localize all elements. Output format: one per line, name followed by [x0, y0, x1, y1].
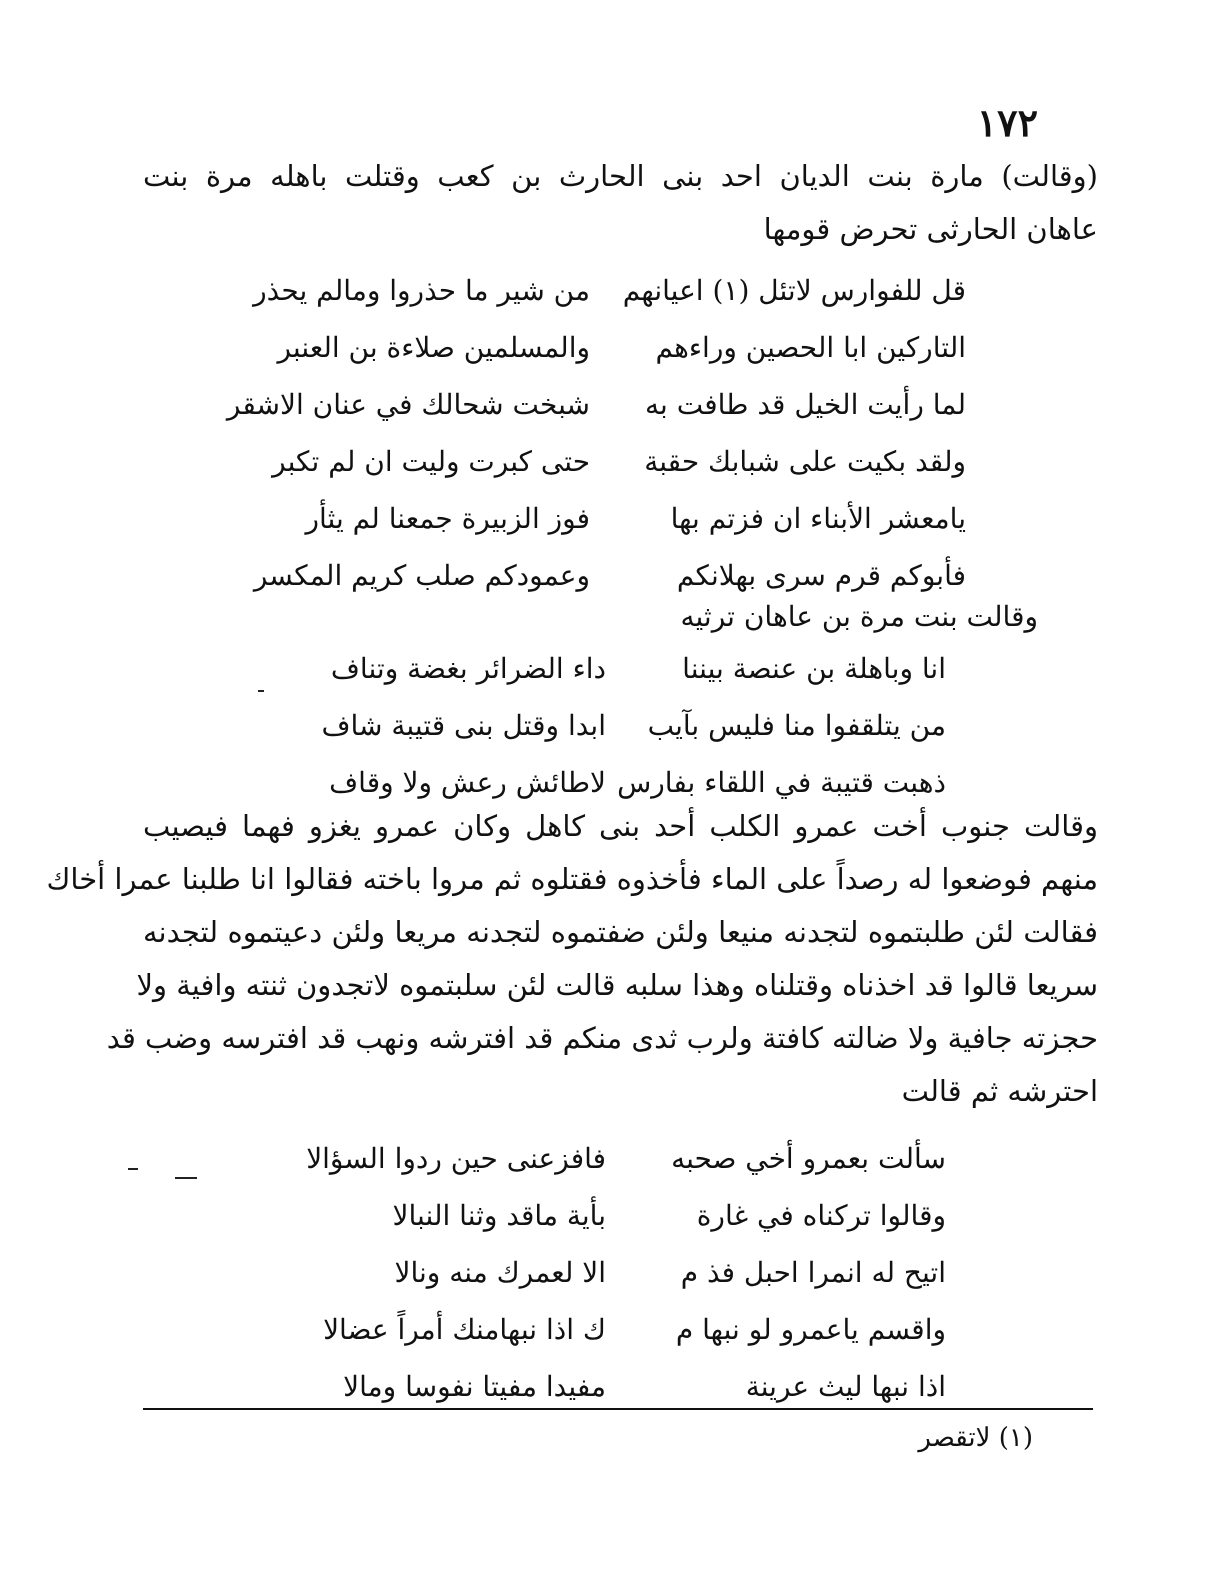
poem-1 — [226, 262, 966, 604]
verse-first-hemistich: واقسم ياعمرو لو نبها م — [675, 1313, 946, 1346]
prose-line: منهم فوضعوا له رصداً على الماء فأخذوه فقتلوه ثم مروا باخته فقالوا انا طلبنا عمرا أخاك — [46, 862, 1098, 896]
verse-line — [266, 1301, 946, 1358]
verse-line — [266, 1358, 946, 1415]
verse-second-hemistich: بأية ماقد وثنا النبالا — [392, 1199, 606, 1232]
intro-line: (وقالت) مارة بنت الديان احد بنى الحارث بن كعب وقتلت باهله مرة بنت — [143, 159, 1098, 193]
verse-second-hemistich: والمسلمين صلاءة بن العنبر — [277, 331, 590, 364]
verse-second-hemistich: من شير ما حذروا ومالم يحذر — [253, 274, 590, 307]
section-heading — [680, 590, 1038, 643]
verse-line — [266, 319, 966, 376]
verse-second-hemistich: مفيدا مفيتا نفوسا ومالا — [343, 1370, 606, 1403]
verse-first-hemistich: وقالوا تركناه في غارة — [696, 1199, 946, 1232]
verse-line — [266, 1244, 946, 1301]
verse-first-hemistich: اتيح له انمرا احبل فذ م — [680, 1256, 946, 1289]
verse-first-hemistich: يامعشر الأبناء ان فزتم بها — [670, 502, 966, 535]
prose-line: وقالت جنوب أخت عمرو الكلب أحد بنى كاهل وكان عمرو يغزو فهما فيصيب — [143, 809, 1098, 843]
scan-speck — [175, 1177, 197, 1179]
prose-line: فقالت لئن طلبتموه لتجدنه منيعا ولئن ضفتموه لتجدنه مريعا ولئن دعيتموه لتجدنه — [143, 915, 1098, 949]
verse-first-hemistich: سألت بعمرو أخي صحبه — [671, 1142, 946, 1175]
poem-3 — [266, 1130, 946, 1415]
verse-line — [226, 376, 966, 433]
verse-line — [266, 1130, 946, 1187]
prose-line: احترشه ثم قالت — [901, 1074, 1098, 1108]
footnote: (١) لاتقصر — [918, 1423, 1033, 1453]
verse-second-hemistich: وعمودكم صلب كريم المكسر — [253, 559, 590, 592]
verse-line — [266, 490, 966, 547]
verse-second-hemistich: ك اذا نبهامنك أمراً عضالا — [323, 1313, 606, 1346]
verse-line — [266, 433, 966, 490]
scan-speck — [258, 690, 264, 692]
section-heading-text: وقالت بنت مرة بن عاهان ترثيه — [680, 600, 1038, 633]
poem-2 — [266, 640, 946, 811]
verse-second-hemistich: شبخت شحالك في عنان الاشقر — [226, 388, 590, 421]
verse-second-hemistich: فافزعنى حين ردوا السؤالا — [306, 1142, 606, 1175]
verse-second-hemistich: فوز الزبيرة جمعنا لم يثأر — [305, 502, 590, 535]
scan-speck — [128, 1168, 138, 1170]
verse-line — [266, 697, 946, 754]
prose-line: سريعا قالوا قد اخذناه وقتلناه وهذا سلبه قالت لئن سلبتموه لاتجدون ثنته وافية ولا — [136, 968, 1098, 1002]
verse-line — [266, 640, 946, 697]
verse-first-hemistich: فأبوكم قرم سرى بهلانكم — [676, 559, 966, 592]
verse-first-hemistich: قل للفوارس لاتئل (١) اعيانهم — [622, 274, 966, 307]
verse-second-hemistich: حتى كبرت وليت ان لم تكبر — [272, 445, 590, 478]
page-number: ١٧٢ — [976, 100, 1038, 145]
verse-first-hemistich: ولقد بكيت على شبابك حقبة — [644, 445, 966, 478]
verse-second-hemistich: داء الضرائر بغضة وتناف — [330, 652, 606, 685]
footnote-separator — [143, 1408, 1093, 1410]
verse-first-hemistich: من يتلقفوا منا فليس بآيب — [647, 709, 946, 742]
verse-first-hemistich: لما رأيت الخيل قد طافت به — [645, 388, 966, 421]
prose-paragraph — [46, 800, 1098, 1118]
verse-second-hemistich: لاطائش رعش ولا وقاف — [329, 766, 606, 799]
verse-first-hemistich: ذهبت قتيبة في اللقاء بفارس — [617, 766, 946, 799]
verse-first-hemistich: انا وباهلة بن عنصة بيننا — [682, 652, 946, 685]
verse-first-hemistich: التاركين ابا الحصين وراءهم — [655, 331, 966, 364]
verse-line — [266, 1187, 946, 1244]
verse-second-hemistich: الا لعمرك منه ونالا — [394, 1256, 606, 1289]
verse-second-hemistich: ابدا وقتل بنى قتيبة شاف — [321, 709, 606, 742]
intro-line: عاهان الحارثى تحرض قومها — [763, 212, 1098, 246]
prose-line: حجزته جافية ولا ضالته كافتة ولرب ثدى منكم قد افترشه ونهب قد افترسه وضب قد — [106, 1021, 1098, 1055]
verse-line — [253, 262, 966, 319]
verse-first-hemistich: اذا نبها ليث عرينة — [745, 1370, 946, 1403]
intro-paragraph — [143, 150, 1098, 256]
